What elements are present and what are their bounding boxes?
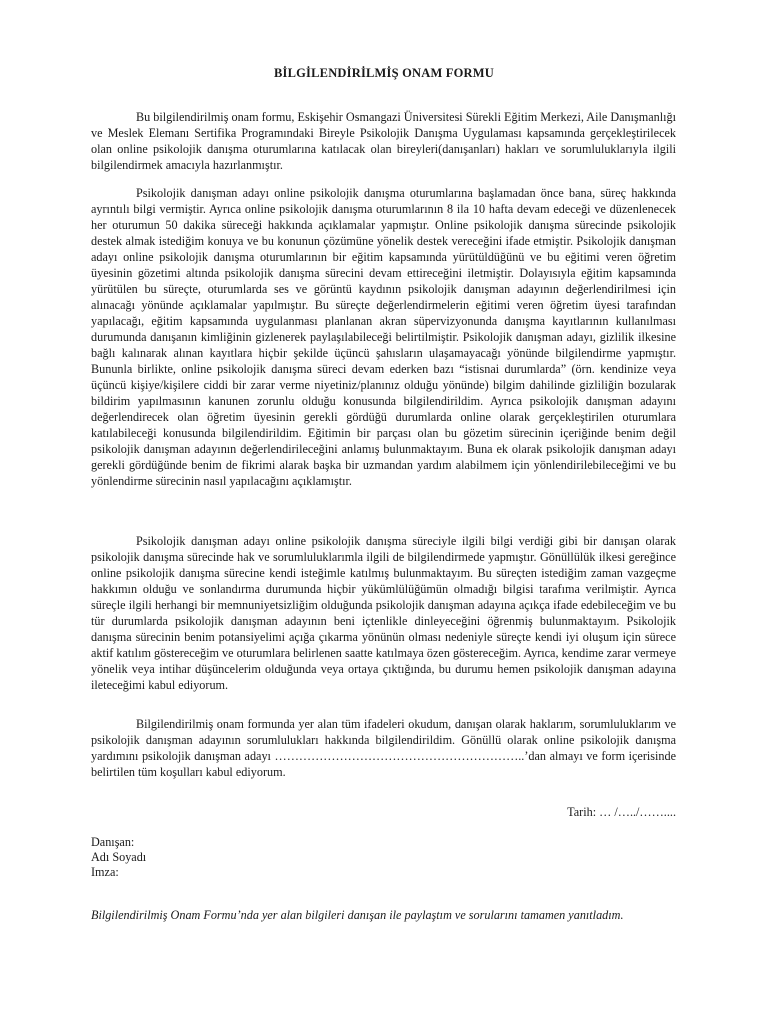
document-title: BİLGİLENDİRİLMİŞ ONAM FORMU <box>274 66 494 80</box>
paragraph-rights-responsibilities: Psikolojik danışman adayı online psikolojik danışma süreciyle ilgili bilgi verdiği gibi bir danışan olarak psikolojik danışma sürecinde hak ve sorumluluklarımla ilgili de bilgilendirmede yapmıştır. Gönüllülük ilkesi gereğince online psikolojik danışma sürecine kendi isteğimle katılmış bulunmaktayım. Bu süreçten istediğim zaman vazgeçme hakkımın olduğu ve sonlandırma durumunda hiçbir yükümlülüğümün olmadığı bilgisi tarafıma verilmiştir. Ayrıca süreçle ilgili herhangi bir memnuniyetsizliğim olduğunda psikolojik danışman adayına açıkça ifade edebileceğim ve bu tür durumlarda psikolojik danışman adayının beni içtenlikle dinleyeceğini öğrenmiş bulunmaktayım. Psikolojik danışma sürecinin benim potansiyelimi açığa çıkarma yönünün olması nedeniyle süreçte kendi iyi oluşum için sürece aktif katılım göstereceğim ve oturumlara belirlenen saatte katılmaya özen göstereceğim. Ayrıca, kendime zarar vermeye yönelik veya intihar düşüncelerim olduğunda veya ortaya çıktığında, bu durumu hemen psikolojik danışman adayına ileteceğimi kabul ediyorum. <box>91 534 676 692</box>
paragraph-process-info: Psikolojik danışman adayı online psikolojik danışma oturumlarına başlamadan önce bana, süreç hakkında ayrıntılı bilgi vermiştir. Ayrıca online psikolojik danışma oturumlarının 8 ila 10 hafta devam edeceği ve düzenlenecek her oturumun 50 dakika süreceği hakkında açıklamalar yapmıştır. Online psikolojik danışma sürecinde psikolojik destek almak istediğim konuya ve bu konunun çözümüne yönelik destek vereceğini ifade etmiştir. Psikolojik danışman adayı online psikolojik danışma oturumlarının bir eğitim kapsamında yürütüldüğünü ve bu eğitimi veren öğretim üyesinin gözetimi altında psikolojik danışma sürecini devam ettireceğini iletmiştir. Dolayısıyla eğitim kapsamında yürütülen bu süreçte, oturumlarda ses ve görüntü kaydının psikolojik danışman adayının değerlendirilmesi için alınacağı yönünde açıklamalar yapılmıştır. Bu süreçte değerlendirmelerin eğitimi veren öğretim üyesi tarafından yapılacağı, eğitim kapsamında uygulanması planlanan akran süpervizyonunda danışma kayıtlarının kullanılması durumunda danışanın kimliğinin gizlenerek paylaşılabileceği belirtilmiştir. Psikolojik danışman adayı, gizlilik ilkesine bağlı kalınarak alınan kayıtlara hiçbir şekilde üçüncü şahısların ulaşamayacağı yönünde bilgilendirme yapmıştır. Bununla birlikte, online psikolojik danışma süreci devam ederken bazı “istisnai durumlarda” (örn. kendinize veya üçüncü kişiye/kişilere ciddi bir zarar verme niyetiniz/planınız olduğu yönünde) bilgim dahilinde gizliliğin bozularak bildirim yapılmasının kanunen zorunlu olduğu konusunda bilgilendirildim. Ayrıca psikolojik danışman adayını değerlendirecek olan öğretim üyesinin gerekli gördüğü durumlarda online olarak gerçekleştirilen oturumlara katılabileceği konusunda bilgilendirildim. Eğitimin bir parçası olan bu gözetim sürecinin içeriğinde benim değil psikolojik danışman adayının değerlendirileceğini anlamış bulunmaktayım. Buna ek olarak psikolojik danışman adayı gerekli gördüğünde benim de fikrimi alarak başka bir uzmandan yardım alabilmem için yönlendirilebileceğimi ve bu yönlendirme sürecinin nasıl yapılacağını açıklamıştır. <box>91 186 676 488</box>
signature-label: Imza: <box>91 865 119 879</box>
date-line: Tarih: … /…../…….... <box>567 805 676 819</box>
footer-note: Bilgilendirilmiş Onam Formu’nda yer alan bilgileri danışan ile paylaştım ve sorularını tamamen yanıtladım. <box>91 908 624 922</box>
paragraph-intro: Bu bilgilendirilmiş onam formu, Eskişehir Osmangazi Üniversitesi Sürekli Eğitim Merkezi, Aile Danışmanlığı ve Meslek Elemanı Sertifika Programındaki Bireyle Psikolojik Danışma Uygulaması kapsamında gerçekleştirilecek olan online psikolojik danışma oturumlarına katılacak olan bireyleri(danışanları) hakları ve sorumluluklarıyla ilgili bilgilendirmek amacıyla hazırlanmıştır. <box>91 110 676 172</box>
name-label: Adı Soyadı <box>91 850 147 864</box>
paragraph-consent: Bilgilendirilmiş onam formunda yer alan tüm ifadeleri okudum, danışan olarak haklarım, sorumluluklarım ve psikolojik danışman adayının sorumlulukları hakkında bilgilendirildim. Gönüllü olarak online psikolojik danışma yardımını psikolojik danışman adayı ……………………………………………………..’dan almayı ve form içerisinde belirtilen tüm koşulları kabul ediyorum. <box>91 717 676 779</box>
signature-block <box>91 835 146 880</box>
client-label: Danışan: <box>91 835 135 849</box>
